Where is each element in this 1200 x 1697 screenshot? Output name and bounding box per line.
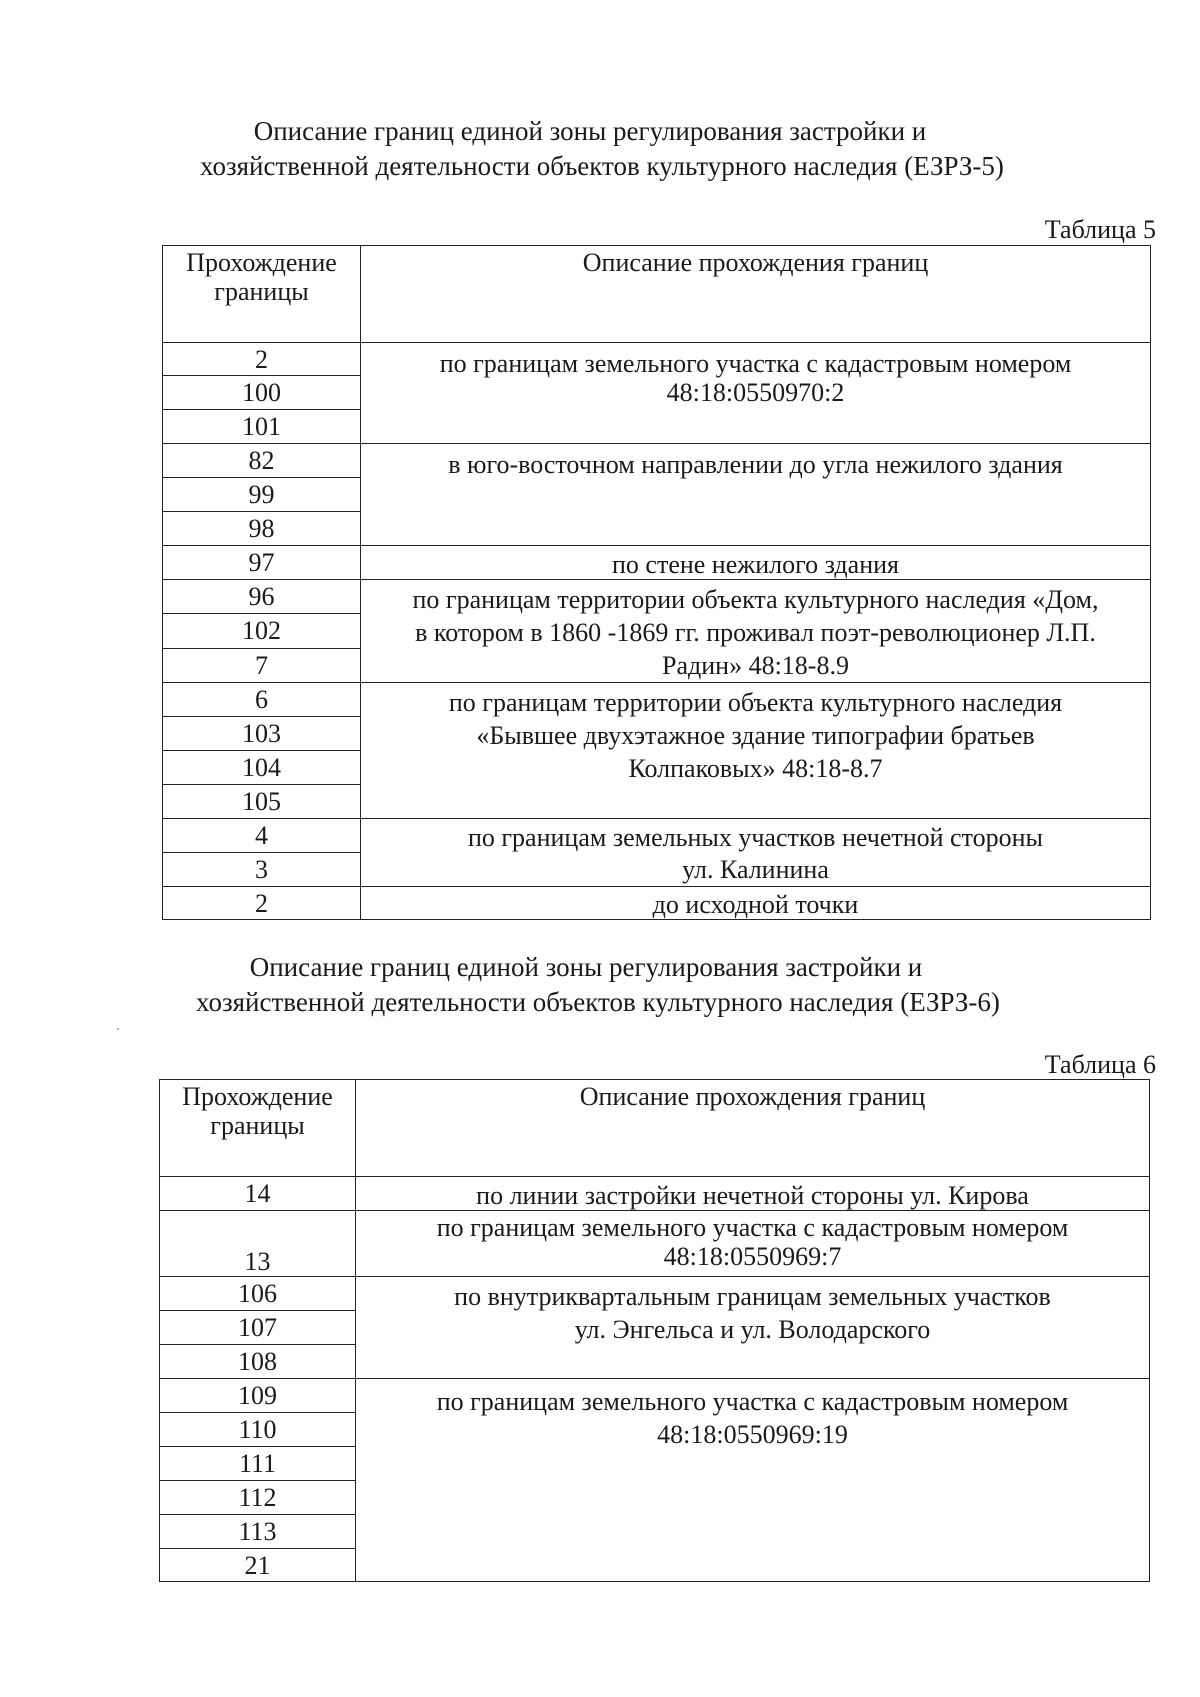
table-row <box>160 1177 1150 1211</box>
point-cell: 107 <box>160 1311 356 1345</box>
table-row <box>163 683 1151 717</box>
table-row <box>163 444 1151 478</box>
table6-header-point <box>160 1080 356 1177</box>
header-point-line: Прохождение <box>186 248 337 277</box>
point-cell: 97 <box>163 546 361 580</box>
header-point-line: границы <box>210 1111 305 1140</box>
table-row <box>163 819 1151 853</box>
table5-header-description <box>361 246 1151 343</box>
point-cell: 3 <box>163 853 361 887</box>
point-cell: 108 <box>160 1345 356 1379</box>
description-cell <box>361 546 1151 580</box>
header-point-line: границы <box>214 277 309 306</box>
point-cell: 98 <box>163 512 361 546</box>
point-cell: 99 <box>163 478 361 512</box>
point-cell: 2 <box>163 343 361 376</box>
table6 <box>159 1079 1150 1582</box>
description-line: по внутриквартальным границам земельных участков <box>454 1282 1051 1311</box>
table5-header-point <box>163 246 361 343</box>
point-cell: 109 <box>160 1379 356 1413</box>
description-cell <box>361 343 1151 444</box>
point-cell: 7 <box>163 648 361 682</box>
point-cell: 113 <box>160 1515 356 1549</box>
table6-header-description <box>356 1080 1150 1177</box>
point-cell: 13 <box>160 1211 356 1277</box>
point-cell: 96 <box>163 580 361 614</box>
description-line: в юго-восточном направлении до угла нежилого здания <box>448 450 1063 479</box>
description-line: по границам территории объекта культурного наследия «Дом, <box>412 585 1099 614</box>
description-cell <box>356 1277 1150 1379</box>
table5 <box>162 245 1151 920</box>
point-cell: 100 <box>163 376 361 410</box>
description-cell <box>361 887 1151 920</box>
description-line: ул. Калинина <box>682 855 829 884</box>
point-cell: 112 <box>160 1481 356 1515</box>
description-line: Радин» 48:18-8.9 <box>662 651 849 680</box>
point-cell: 4 <box>163 819 361 853</box>
description-cell <box>361 683 1151 819</box>
header-point-line: Прохождение <box>182 1082 333 1111</box>
description-cell <box>361 819 1151 887</box>
description-cell <box>361 444 1151 546</box>
point-cell: 106 <box>160 1277 356 1311</box>
description-line: по границам территории объекта культурного наследия <box>448 688 1063 717</box>
point-cell: 6 <box>163 683 361 717</box>
description-line: по границам земельного участка с кадастровым номером <box>436 1213 1069 1242</box>
description-cell <box>361 580 1151 683</box>
table-row <box>163 546 1151 580</box>
section1-title-line1: Описание границ единой зоны регулирования застройки и <box>253 116 927 146</box>
point-cell: 104 <box>163 751 361 785</box>
table5-header-row <box>163 246 1151 343</box>
header-description-text: Описание прохождения границ <box>579 1082 926 1111</box>
section1-title-line2: хозяйственной деятельности объектов культурного наследия (ЕЗРЗ-5) <box>200 151 1004 181</box>
table5-label: Таблица 5 <box>1044 215 1156 244</box>
table-row <box>160 1277 1150 1311</box>
table-row <box>160 1211 1150 1277</box>
description-line: 48:18:0550969:7 <box>663 1242 842 1271</box>
description-line: 48:18:0550969:19 <box>657 1420 848 1449</box>
point-cell: 105 <box>163 785 361 819</box>
point-cell: 101 <box>163 410 361 444</box>
description-line: по границам земельного участка с кадастровым номером <box>439 349 1072 378</box>
table6-header-row <box>160 1080 1150 1177</box>
description-line: 48:18:0550970:2 <box>666 378 845 407</box>
table-row <box>163 887 1151 920</box>
description-line: по границам земельных участков нечетной стороны <box>467 823 1044 852</box>
point-cell: 111 <box>160 1447 356 1481</box>
description-line: ул. Энгельса и ул. Володарского <box>574 1315 931 1344</box>
description-line: по стене нежилого здания <box>612 550 899 579</box>
section2-title-line1: Описание границ единой зоны регулирования застройки и <box>249 952 923 982</box>
point-cell: 102 <box>163 614 361 648</box>
description-cell <box>356 1211 1150 1277</box>
table-row <box>163 343 1151 376</box>
scan-speck <box>117 1028 119 1030</box>
point-cell: 14 <box>160 1177 356 1211</box>
description-cell <box>356 1177 1150 1211</box>
table-row <box>163 580 1151 614</box>
point-cell: 82 <box>163 444 361 478</box>
point-cell: 21 <box>160 1549 356 1582</box>
description-line: по линии застройки нечетной стороны ул. Кирова <box>476 1181 1029 1210</box>
description-line: по границам земельного участка с кадастровым номером <box>436 1387 1069 1416</box>
point-cell: 103 <box>163 717 361 751</box>
section1-title <box>200 114 1004 184</box>
description-line: до исходной точки <box>652 890 859 919</box>
header-description-text: Описание прохождения границ <box>582 248 929 277</box>
table-row <box>160 1379 1150 1413</box>
section2-title-line2: хозяйственной деятельности объектов культурного наследия (ЕЗРЗ-6) <box>196 987 1000 1017</box>
section2-title <box>196 950 1000 1020</box>
point-cell: 2 <box>163 887 361 920</box>
description-line: в котором в 1860 -1869 гг. проживал поэт-революционер Л.П. <box>415 618 1096 647</box>
description-line: Колпаковых» 48:18-8.7 <box>628 754 883 783</box>
description-line: «Бывшее двухэтажное здание типографии братьев <box>476 721 1035 750</box>
table6-label: Таблица 6 <box>1044 1050 1156 1079</box>
description-cell <box>356 1379 1150 1582</box>
point-cell: 110 <box>160 1413 356 1447</box>
